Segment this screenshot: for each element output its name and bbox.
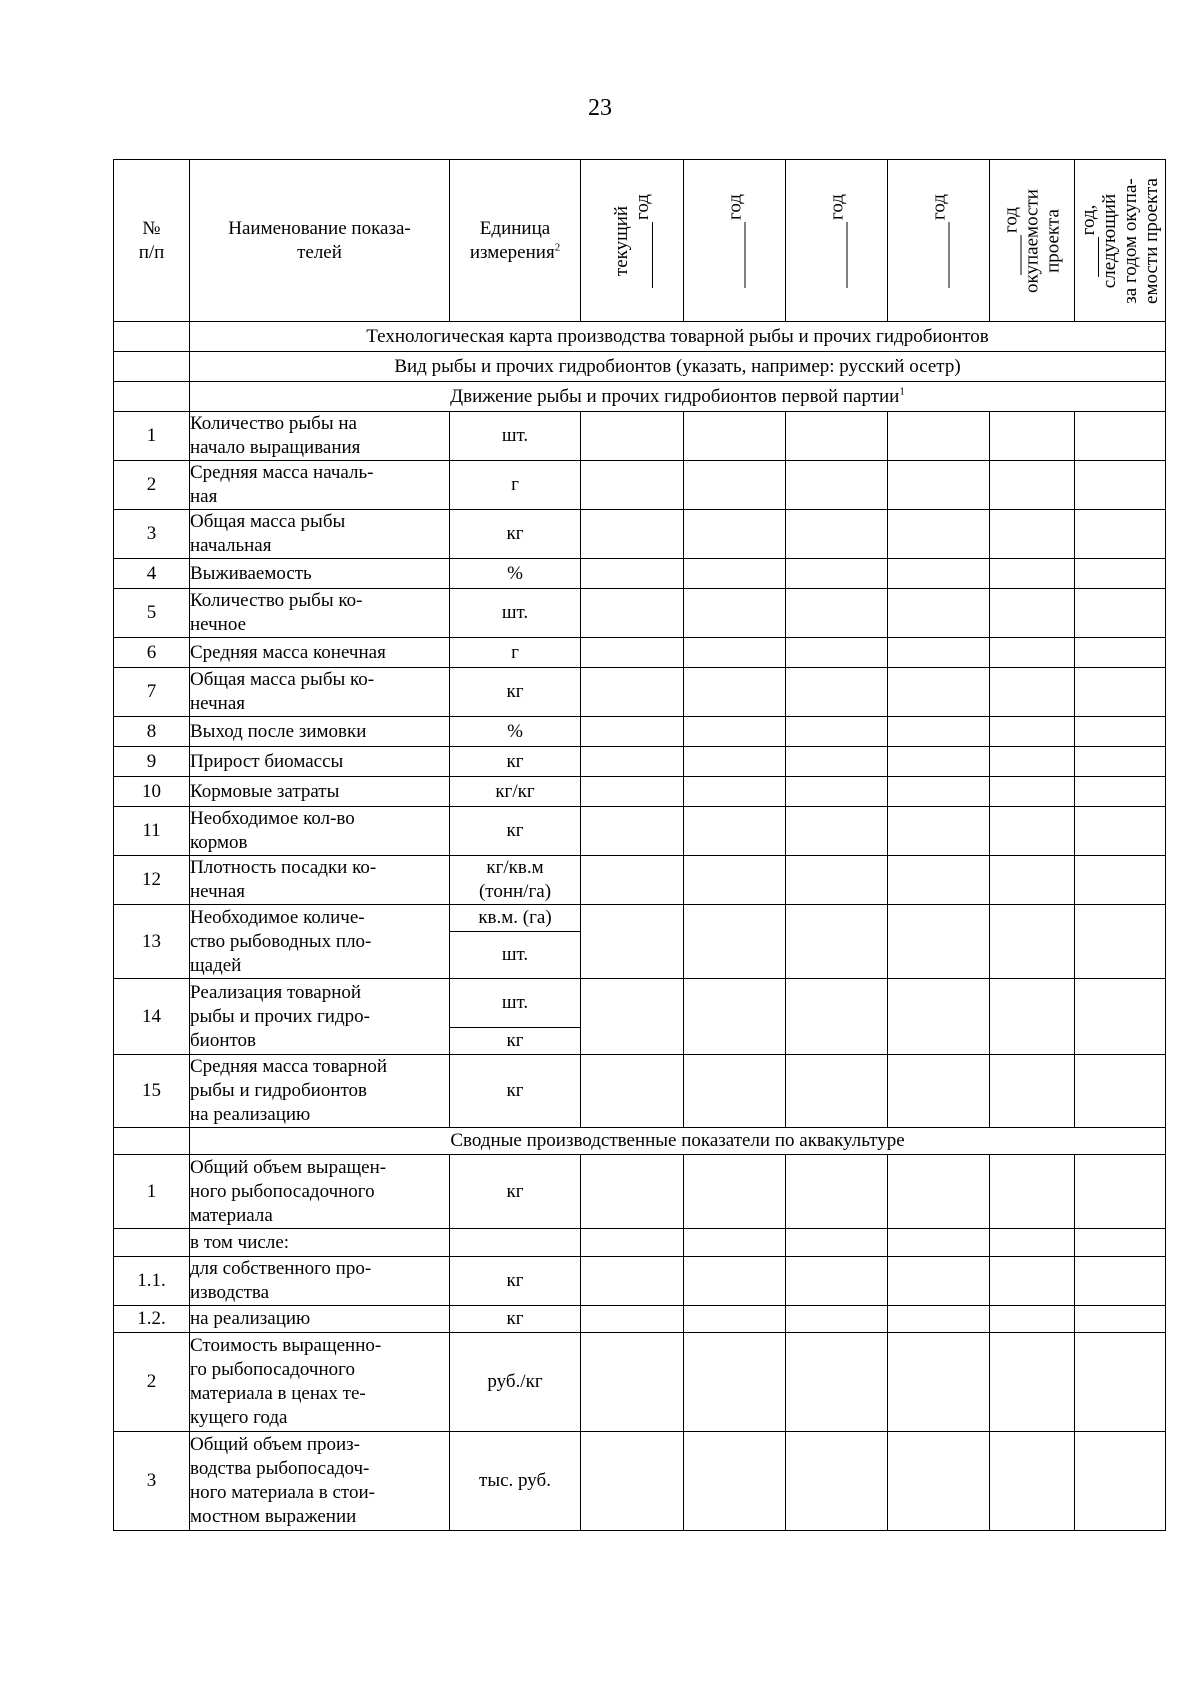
table-row xyxy=(114,559,1166,589)
indicator-name: Общая масса рыбы начальная xyxy=(190,510,450,559)
value-cell xyxy=(684,510,786,559)
unit-cell xyxy=(450,1229,581,1257)
row-number: 1 xyxy=(114,412,190,461)
value-cell xyxy=(990,1055,1075,1128)
value-cell xyxy=(888,747,990,777)
value-cell xyxy=(786,717,888,747)
value-cell xyxy=(684,461,786,510)
row-number: 3 xyxy=(114,1432,190,1531)
indicator-name: Количество рыбы ко- нечное xyxy=(190,589,450,638)
value-cell xyxy=(786,747,888,777)
unit-cell: шт. xyxy=(450,979,581,1028)
unit-cell: шт. xyxy=(450,932,581,979)
table-row xyxy=(114,1257,1166,1306)
value-cell xyxy=(786,979,888,1055)
table-row xyxy=(114,979,1166,1028)
table-row xyxy=(114,412,1166,461)
value-cell xyxy=(990,638,1075,668)
value-cell xyxy=(990,777,1075,807)
value-cell xyxy=(888,638,990,668)
value-cell xyxy=(684,979,786,1055)
row-number: 5 xyxy=(114,589,190,638)
table-row xyxy=(114,747,1166,777)
table-row xyxy=(114,905,1166,932)
value-cell xyxy=(1075,979,1166,1055)
value-cell xyxy=(684,905,786,979)
table-row xyxy=(114,668,1166,717)
indicator-name: Плотность посадки ко- нечная xyxy=(190,856,450,905)
value-cell xyxy=(888,1257,990,1306)
table-row xyxy=(114,1229,1166,1257)
header-year-after-payback: год, следующий за годом окупа- емости проекта xyxy=(1075,160,1166,322)
unit-cell: кг xyxy=(450,747,581,777)
value-cell xyxy=(786,1055,888,1128)
row-number: 9 xyxy=(114,747,190,777)
value-cell xyxy=(786,856,888,905)
value-cell xyxy=(786,510,888,559)
unit-cell: кг/кг xyxy=(450,777,581,807)
indicator-name: Средняя масса началь- ная xyxy=(190,461,450,510)
value-cell xyxy=(1075,589,1166,638)
value-cell xyxy=(888,559,990,589)
value-cell xyxy=(581,1333,684,1432)
section-movement: Движение рыбы и прочих гидробионтов первой партии$^1$ xyxy=(190,382,1166,412)
value-cell xyxy=(1075,461,1166,510)
value-cell xyxy=(786,1257,888,1306)
value-cell xyxy=(581,905,684,979)
value-cell xyxy=(1075,1306,1166,1333)
unit-cell: % xyxy=(450,559,581,589)
value-cell xyxy=(990,1333,1075,1432)
value-cell xyxy=(786,1333,888,1432)
value-cell xyxy=(990,1155,1075,1229)
indicator-name: Кормовые затраты xyxy=(190,777,450,807)
indicator-name: Средняя масса конечная xyxy=(190,638,450,668)
value-cell xyxy=(581,412,684,461)
value-cell xyxy=(990,589,1075,638)
value-cell xyxy=(581,1229,684,1257)
value-cell xyxy=(990,1229,1075,1257)
value-cell xyxy=(990,905,1075,979)
value-cell xyxy=(684,638,786,668)
section-row xyxy=(114,352,1166,382)
indicator-name: Количество рыбы на начало выращивания xyxy=(190,412,450,461)
value-cell xyxy=(1075,1155,1166,1229)
section-summary: Сводные производственные показатели по аквакультуре xyxy=(190,1128,1166,1155)
unit-cell: кв.м. (га) xyxy=(450,905,581,932)
value-cell xyxy=(786,1306,888,1333)
row-number: 1.1. xyxy=(114,1257,190,1306)
value-cell xyxy=(684,717,786,747)
row-number: 6 xyxy=(114,638,190,668)
value-cell xyxy=(581,717,684,747)
table-row xyxy=(114,856,1166,905)
value-cell xyxy=(990,717,1075,747)
unit-cell: кг xyxy=(450,1306,581,1333)
indicator-name: Прирост биомассы xyxy=(190,747,450,777)
unit-cell: кг xyxy=(450,510,581,559)
page-number: 23 xyxy=(588,95,612,121)
header-num: № п/п xyxy=(114,160,190,322)
unit-cell: кг xyxy=(450,807,581,856)
section-tech-card: Технологическая карта производства товарной рыбы и прочих гидробионтов xyxy=(190,322,1166,352)
indicator-name: Реализация товарной рыбы и прочих гидро- бионтов xyxy=(190,979,450,1055)
value-cell xyxy=(1075,905,1166,979)
indicator-name: Выживаемость xyxy=(190,559,450,589)
unit-cell: шт. xyxy=(450,412,581,461)
value-cell xyxy=(1075,717,1166,747)
unit-cell: кг xyxy=(450,1055,581,1128)
value-cell xyxy=(888,856,990,905)
row-number: 2 xyxy=(114,461,190,510)
value-cell xyxy=(888,717,990,747)
value-cell xyxy=(684,1306,786,1333)
value-cell xyxy=(1075,856,1166,905)
indicator-name: Общий объем выращен- ного рыбопосадочного материала xyxy=(190,1155,450,1229)
unit-cell: % xyxy=(450,717,581,747)
table-row xyxy=(114,1306,1166,1333)
value-cell xyxy=(581,559,684,589)
table-row xyxy=(114,1155,1166,1229)
value-cell xyxy=(581,1055,684,1128)
value-cell xyxy=(684,1055,786,1128)
indicator-name: Общий объем произ- водства рыбопосадоч- ного материала в стои- мостном выражении xyxy=(190,1432,450,1531)
row-number: 4 xyxy=(114,559,190,589)
row-number: 8 xyxy=(114,717,190,747)
value-cell xyxy=(786,777,888,807)
row-number: 7 xyxy=(114,668,190,717)
value-cell xyxy=(581,589,684,638)
indicator-name: в том числе: xyxy=(190,1229,450,1257)
table-row xyxy=(114,510,1166,559)
row-number: 11 xyxy=(114,807,190,856)
value-cell xyxy=(888,1306,990,1333)
row-number: 10 xyxy=(114,777,190,807)
unit-cell: кг/кв.м (тонн/га) xyxy=(450,856,581,905)
value-cell xyxy=(888,461,990,510)
value-cell xyxy=(990,668,1075,717)
value-cell xyxy=(990,1257,1075,1306)
value-cell xyxy=(581,979,684,1055)
value-cell xyxy=(581,1306,684,1333)
unit-cell: кг xyxy=(450,668,581,717)
value-cell xyxy=(581,461,684,510)
production-table xyxy=(113,159,1166,1531)
value-cell xyxy=(581,856,684,905)
table-row xyxy=(114,777,1166,807)
value-cell xyxy=(684,668,786,717)
value-cell xyxy=(786,668,888,717)
table-row xyxy=(114,1055,1166,1128)
value-cell xyxy=(990,856,1075,905)
row-number: 2 xyxy=(114,1333,190,1432)
header-name: Наименование показа- телей xyxy=(190,160,450,322)
section-species: Вид рыбы и прочих гидробионтов (указать, например: русский осетр) xyxy=(190,352,1166,382)
value-cell xyxy=(888,1229,990,1257)
value-cell xyxy=(581,1257,684,1306)
unit-cell: руб./кг xyxy=(450,1333,581,1432)
value-cell xyxy=(786,1229,888,1257)
value-cell xyxy=(990,979,1075,1055)
row-number: 12 xyxy=(114,856,190,905)
header-year-payback: год окупаемости проекта xyxy=(990,160,1075,322)
unit-cell: тыс. руб. xyxy=(450,1432,581,1531)
row-number xyxy=(114,1229,190,1257)
indicator-name: Необходимое кол-во кормов xyxy=(190,807,450,856)
value-cell xyxy=(888,412,990,461)
value-cell xyxy=(1075,1055,1166,1128)
value-cell xyxy=(581,510,684,559)
value-cell xyxy=(888,807,990,856)
value-cell xyxy=(684,1257,786,1306)
header-year-4: год xyxy=(888,160,990,322)
section-row xyxy=(114,1128,1166,1155)
value-cell xyxy=(684,1155,786,1229)
table-row xyxy=(114,461,1166,510)
value-cell xyxy=(888,510,990,559)
indicator-name: Стоимость выращенно- го рыбопосадочного материала в ценах те- кущего года xyxy=(190,1333,450,1432)
indicator-name: на реализацию xyxy=(190,1306,450,1333)
value-cell xyxy=(581,1155,684,1229)
indicator-name: Необходимое количе- ство рыбоводных пло- щадей xyxy=(190,905,450,979)
value-cell xyxy=(684,559,786,589)
value-cell xyxy=(786,412,888,461)
row-number: 1 xyxy=(114,1155,190,1229)
value-cell xyxy=(888,905,990,979)
value-cell xyxy=(786,589,888,638)
unit-cell: кг xyxy=(450,1155,581,1229)
value-cell xyxy=(684,1229,786,1257)
value-cell xyxy=(990,559,1075,589)
value-cell xyxy=(1075,638,1166,668)
table-row xyxy=(114,638,1166,668)
header-unit: Единица измерения$^2$ xyxy=(450,160,581,322)
indicator-name: Общая масса рыбы ко- нечная xyxy=(190,668,450,717)
value-cell xyxy=(1075,777,1166,807)
value-cell xyxy=(1075,1257,1166,1306)
table-row xyxy=(114,1432,1166,1531)
row-number: 13 xyxy=(114,905,190,979)
unit-cell: шт. xyxy=(450,589,581,638)
value-cell xyxy=(684,747,786,777)
value-cell xyxy=(888,1432,990,1531)
value-cell xyxy=(786,638,888,668)
indicator-name: Средняя масса товарной рыбы и гидробионтов на реализацию xyxy=(190,1055,450,1128)
value-cell xyxy=(990,412,1075,461)
value-cell xyxy=(684,856,786,905)
value-cell xyxy=(990,1306,1075,1333)
unit-cell: г xyxy=(450,461,581,510)
value-cell xyxy=(684,1333,786,1432)
header-year-2: год xyxy=(684,160,786,322)
value-cell xyxy=(581,1432,684,1531)
value-cell xyxy=(990,510,1075,559)
unit-cell: г xyxy=(450,638,581,668)
value-cell xyxy=(990,1432,1075,1531)
section-row xyxy=(114,382,1166,412)
value-cell xyxy=(990,461,1075,510)
table-row xyxy=(114,589,1166,638)
value-cell xyxy=(1075,668,1166,717)
value-cell xyxy=(786,461,888,510)
value-cell xyxy=(1075,510,1166,559)
value-cell xyxy=(684,1432,786,1531)
value-cell xyxy=(888,589,990,638)
value-cell xyxy=(684,807,786,856)
value-cell xyxy=(786,559,888,589)
row-number: 14 xyxy=(114,979,190,1055)
value-cell xyxy=(786,905,888,979)
value-cell xyxy=(1075,412,1166,461)
value-cell xyxy=(786,1155,888,1229)
unit-cell: кг xyxy=(450,1257,581,1306)
indicator-name: для собственного про- изводства xyxy=(190,1257,450,1306)
row-number: 1.2. xyxy=(114,1306,190,1333)
value-cell xyxy=(581,668,684,717)
row-number: 15 xyxy=(114,1055,190,1128)
value-cell xyxy=(888,1333,990,1432)
value-cell xyxy=(684,412,786,461)
table-row xyxy=(114,1333,1166,1432)
value-cell xyxy=(684,777,786,807)
value-cell xyxy=(786,1432,888,1531)
value-cell xyxy=(888,668,990,717)
value-cell xyxy=(684,589,786,638)
value-cell xyxy=(1075,807,1166,856)
table-row xyxy=(114,717,1166,747)
value-cell xyxy=(581,807,684,856)
value-cell xyxy=(888,1055,990,1128)
table-header xyxy=(114,160,1166,322)
value-cell xyxy=(990,747,1075,777)
value-cell xyxy=(990,807,1075,856)
value-cell xyxy=(1075,747,1166,777)
value-cell xyxy=(1075,1432,1166,1531)
value-cell xyxy=(888,979,990,1055)
value-cell xyxy=(581,747,684,777)
value-cell xyxy=(1075,559,1166,589)
row-number: 3 xyxy=(114,510,190,559)
indicator-name: Выход после зимовки xyxy=(190,717,450,747)
value-cell xyxy=(1075,1333,1166,1432)
value-cell xyxy=(888,777,990,807)
unit-cell: кг xyxy=(450,1028,581,1055)
table-row xyxy=(114,807,1166,856)
header-year-3: год xyxy=(786,160,888,322)
header-year-current: текущий год xyxy=(581,160,684,322)
value-cell xyxy=(888,1155,990,1229)
value-cell xyxy=(581,638,684,668)
value-cell xyxy=(786,807,888,856)
section-row xyxy=(114,322,1166,352)
value-cell xyxy=(1075,1229,1166,1257)
value-cell xyxy=(581,777,684,807)
